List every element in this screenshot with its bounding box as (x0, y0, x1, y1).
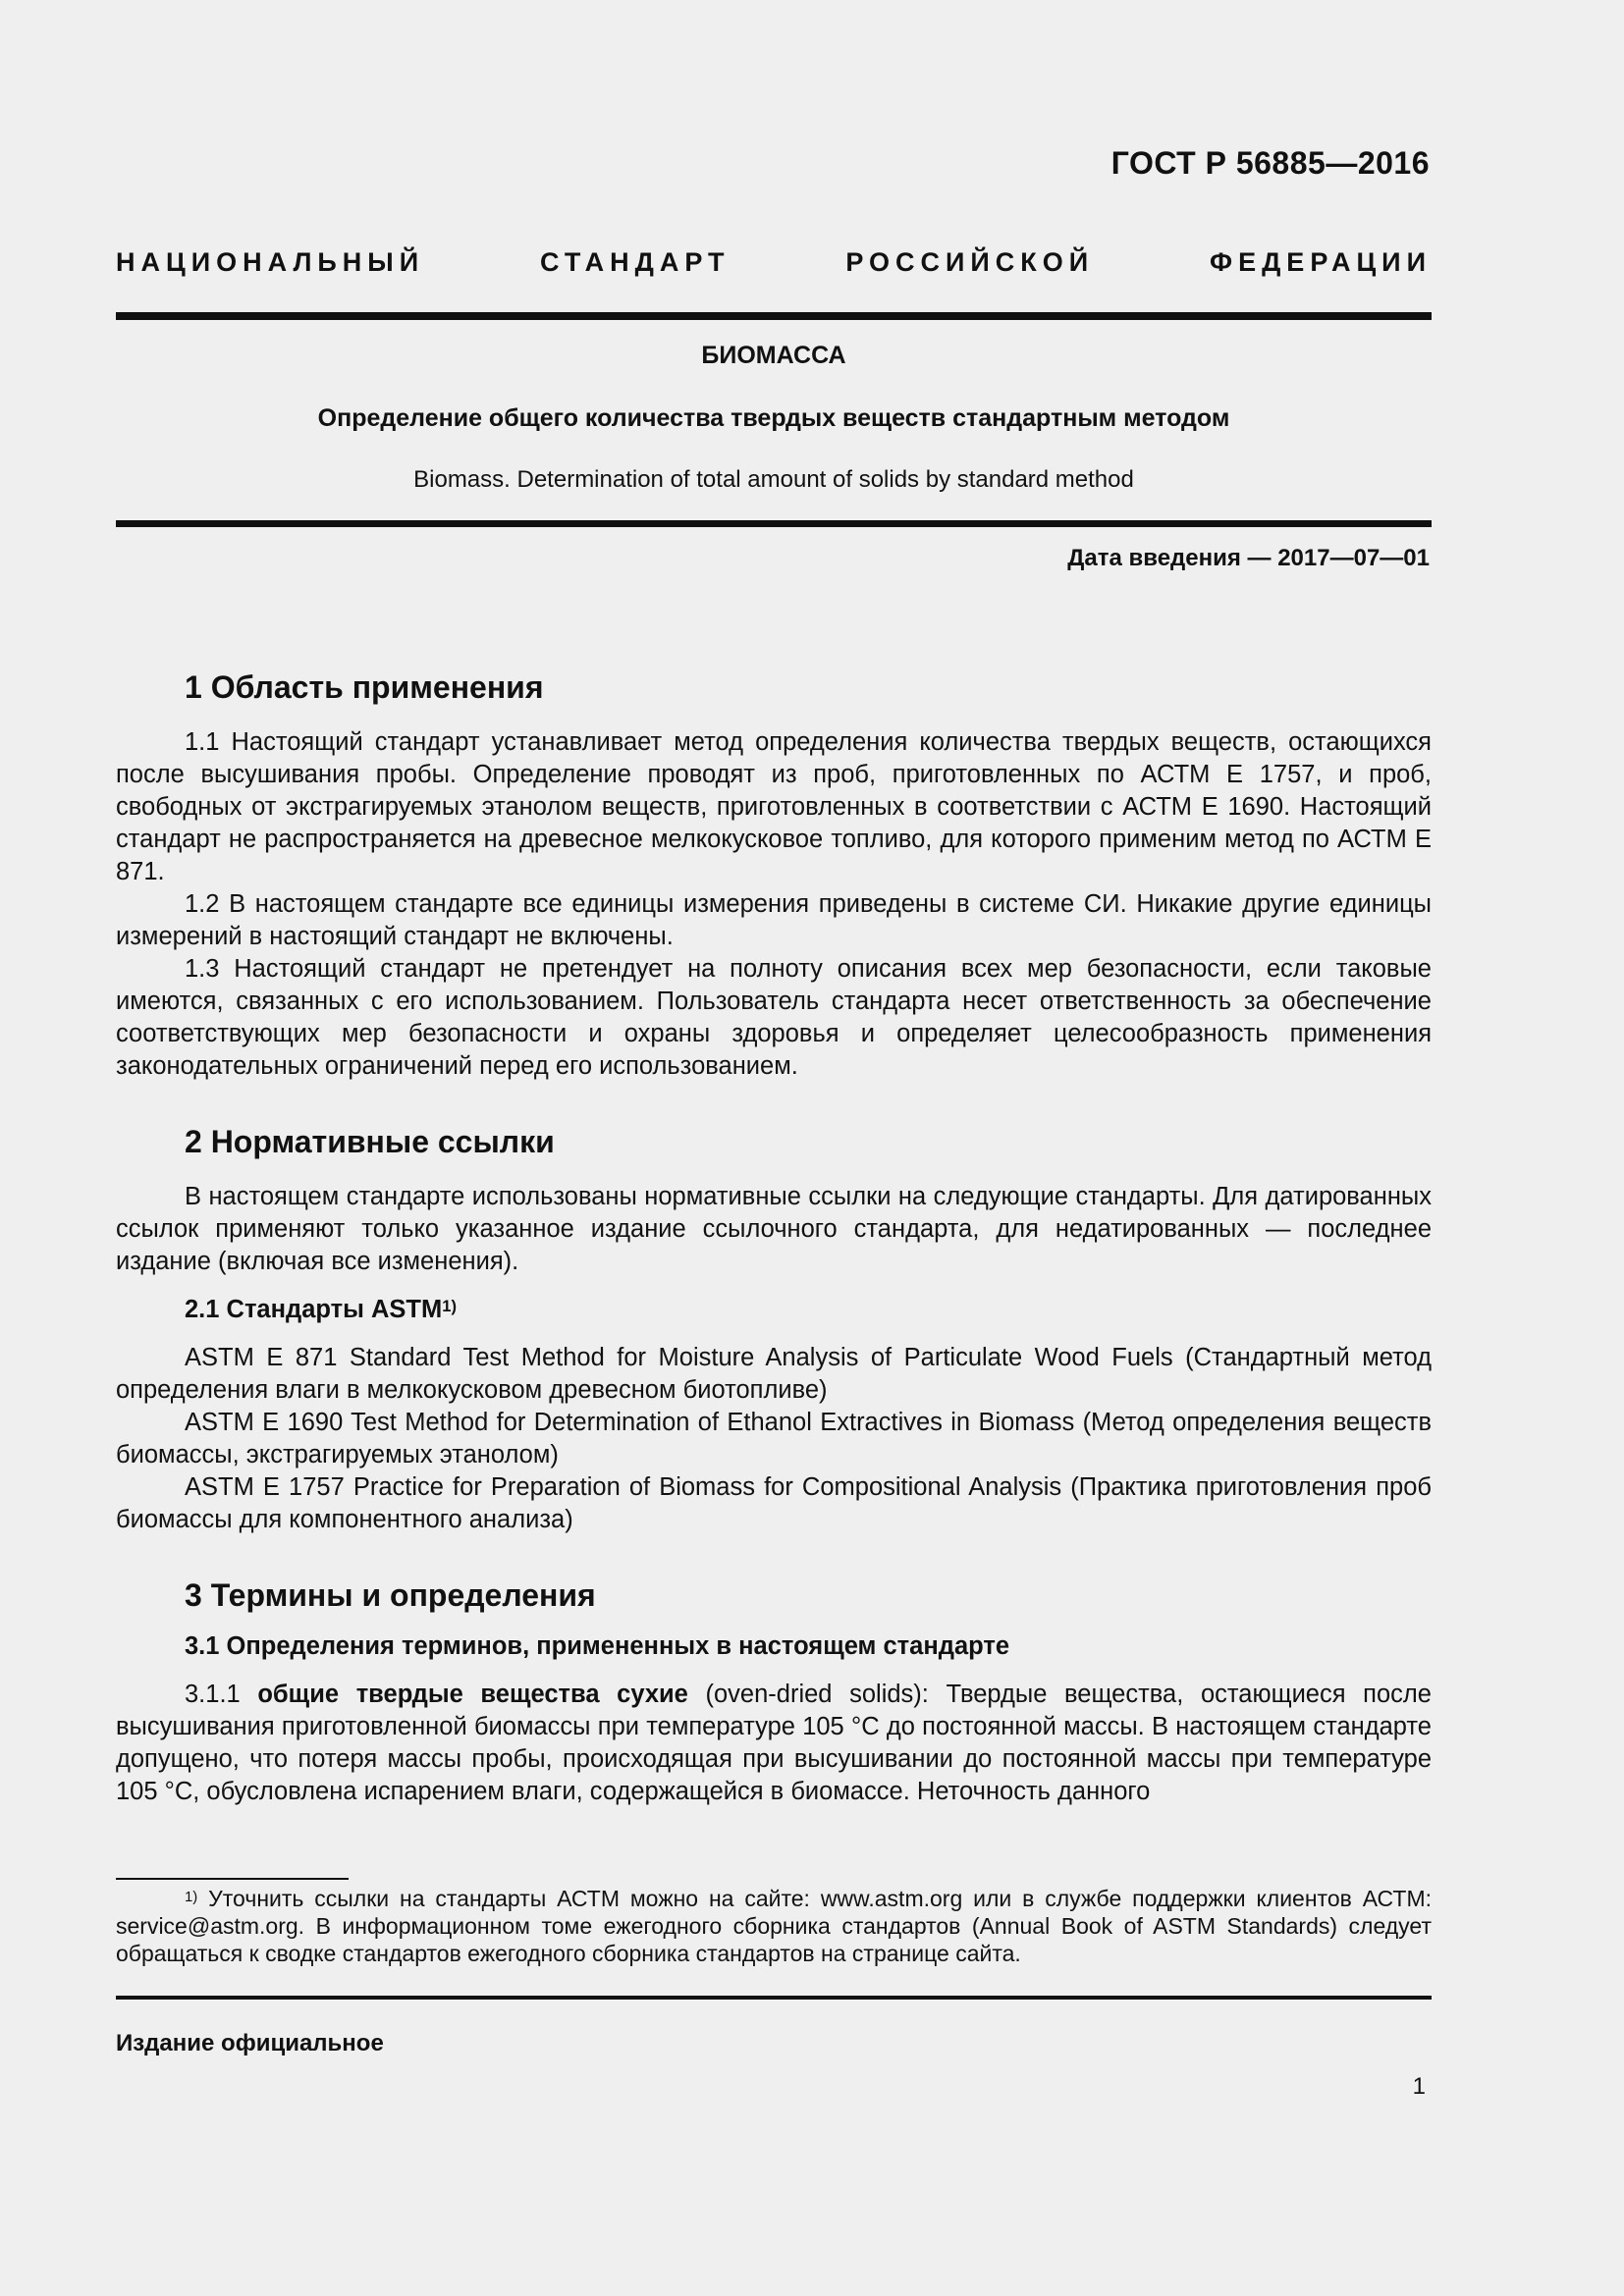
paragraph-1-3: 1.3 Настоящий стандарт не претендует на полноту описания всех мер безопасности, если таковые имеются, связанных с его использованием. Пользователь стандарта несет ответственность за обеспечение соответствующих мер безопасности и охраны здоровья и определяет целесообразность применения законодательных ограничений перед его использованием. (116, 955, 1432, 1080)
title-bottom-rule (116, 520, 1432, 527)
section-heading-normative-references: 2 Нормативные ссылки (185, 1124, 555, 1159)
paragraph-2-intro: В настоящем стандарте использованы нормативные ссылки на следующие стандарты. Для датированных ссылок применяют только указанное издание ссылочного стандарта, для недатированных — последнее издание (включая все изменения). (116, 1183, 1432, 1275)
reference-astm-e871: ASTM E 871 Standard Test Method for Moisture Analysis of Particulate Wood Fuels (Стандартный метод определения влаги в мелкокусковом древесном биотопливе) (116, 1344, 1432, 1404)
introduction-date: Дата введения — 2017—07—01 (1067, 545, 1430, 571)
definition-3-1-1: 3.1.1 общие твердые вещества сухие (oven-dried solids): Твердые вещества, остающиеся после высушивания приготовленной биомассы при температуре 105 °С до постоянной массы. В настоящем стандарте допущено, что потеря массы пробы, происходящая при высушивании до постоянной массы при температуре 105 °С, обусловлена испарением влаги, содержащейся в биомассе. Неточность данного (116, 1681, 1432, 1805)
official-edition-label: Издание официальное (116, 2030, 384, 2056)
paragraph-1-2: 1.2 В настоящем стандарте все единицы измерения приведены в системе СИ. Никакие другие единицы измерений в настоящий стандарт не включены. (116, 890, 1432, 950)
main-content (116, 667, 1432, 1808)
definition-term: общие твердые вещества сухие (257, 1681, 688, 1708)
page-number: 1 (1412, 2073, 1426, 2100)
document-title-english: Biomass. Determination of total amount of solids by standard method (413, 466, 1134, 493)
section-heading-scope: 1 Область применения (185, 669, 544, 705)
document-title: БИОМАССА (701, 342, 846, 369)
footer-rule (116, 1996, 1432, 2000)
subsection-heading-astm: 2.1 Стандарты ASTM$^{1)}$ (185, 1296, 457, 1323)
document-subtitle: Определение общего количества твердых веществ стандартным методом (317, 404, 1230, 432)
top-rule (116, 312, 1432, 320)
section-heading-terms: 3 Термины и определения (185, 1577, 596, 1613)
footnote-separator (116, 1878, 349, 1880)
subsection-heading-definitions: 3.1 Определения терминов, примененных в настоящем стандарте (185, 1632, 1010, 1660)
paragraph-1-1: 1.1 Настоящий стандарт устанавливает метод определения количества твердых веществ, остающихся после высушивания пробы. Определение проводят из проб, приготовленных по АСТМ Е 1757, и проб, свободных от экстрагируемых этанолом веществ, приготовленных в соответствии с АСТМ Е 1690. Настоящий стандарт не распространяется на древесное мелкокусковое топливо, для которого применим метод по АСТМ Е 871. (116, 728, 1432, 885)
reference-astm-e1690: ASTM E 1690 Test Method for Determination of Ethanol Extractives in Biomass (Метод определения веществ биомассы, экстрагируемых этанолом) (116, 1409, 1432, 1468)
reference-astm-e1757: ASTM E 1757 Practice for Preparation of Biomass for Compositional Analysis (Практика приготовления проб биомассы для компонентного анализа) (116, 1473, 1432, 1533)
standard-number: ГОСТ Р 56885—2016 (1110, 145, 1430, 181)
national-standard-banner: НАЦИОНАЛЬНЫЙ СТАНДАРТ РОССИЙСКОЙ ФЕДЕРАЦИИ (116, 247, 1432, 277)
footnote: $^{1)}$ Уточнить ссылки на стандарты АСТМ можно на сайте: www.astm.org или в службе поддержки клиентов АСТМ: service@astm.org. В информационном томе ежегодного сборника стандартов (Annual Book of ASTM Standards) следует обращаться к сводке стандартов ежегодного сборника стандартов на странице сайта. (116, 1886, 1432, 1966)
footnote-mark: 1) (442, 1297, 457, 1316)
